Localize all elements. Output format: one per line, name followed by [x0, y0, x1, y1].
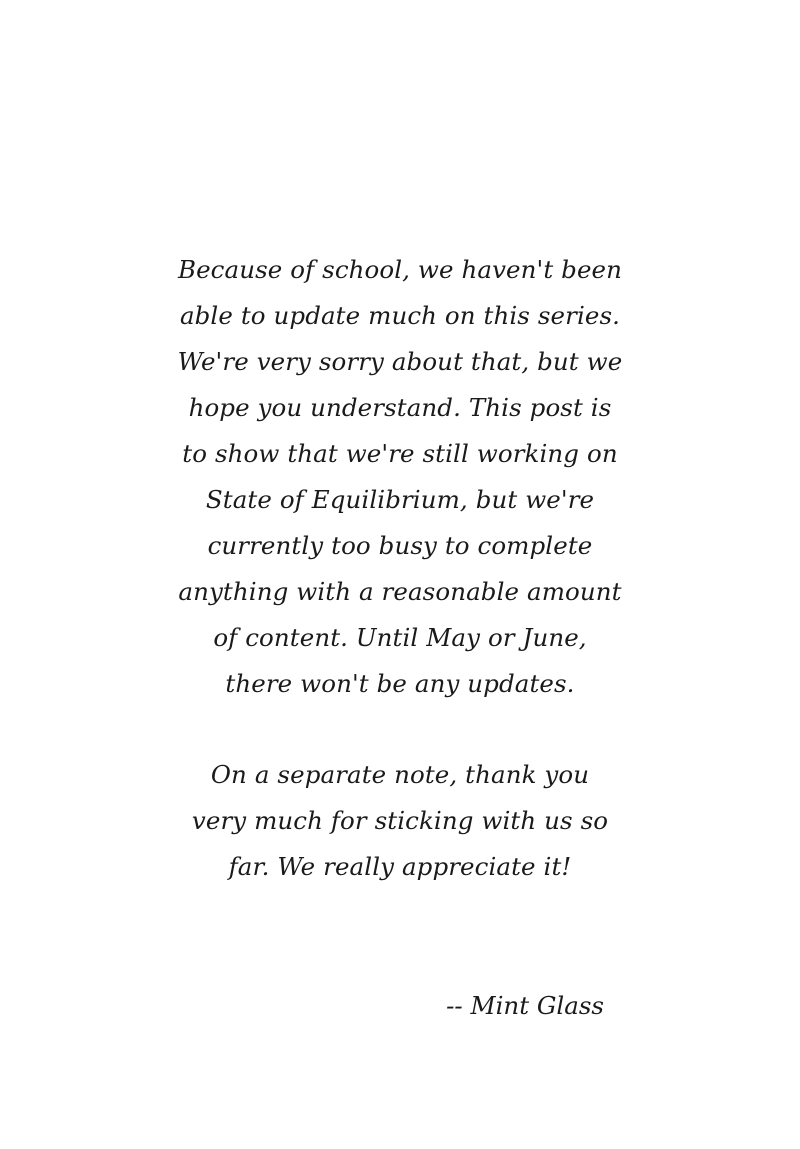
message-line: of content. Until May or June,	[213, 623, 587, 652]
message-line: We're very sorry about that, but we	[177, 347, 623, 376]
message-line: On a separate note, thank you	[210, 760, 590, 789]
message-line: anything with a reasonable amount	[178, 577, 622, 606]
message-line: State of Equilibrium, but we're	[205, 485, 595, 514]
message-line: Because of school, we haven't been	[177, 255, 623, 284]
message-line: very much for sticking with us so	[191, 806, 609, 835]
message-line: far. We really appreciate it!	[228, 852, 572, 881]
message-line: able to update much on this series.	[179, 301, 621, 330]
message-line: currently too busy to complete	[207, 531, 593, 560]
message-paragraph-2	[0, 752, 800, 890]
message-line: there won't be any updates.	[225, 669, 575, 698]
signature: -- Mint Glass	[446, 991, 604, 1020]
message-paragraph-1	[0, 247, 800, 707]
message-line: hope you understand. This post is	[188, 393, 612, 422]
message-line: to show that we're still working on	[182, 439, 618, 468]
